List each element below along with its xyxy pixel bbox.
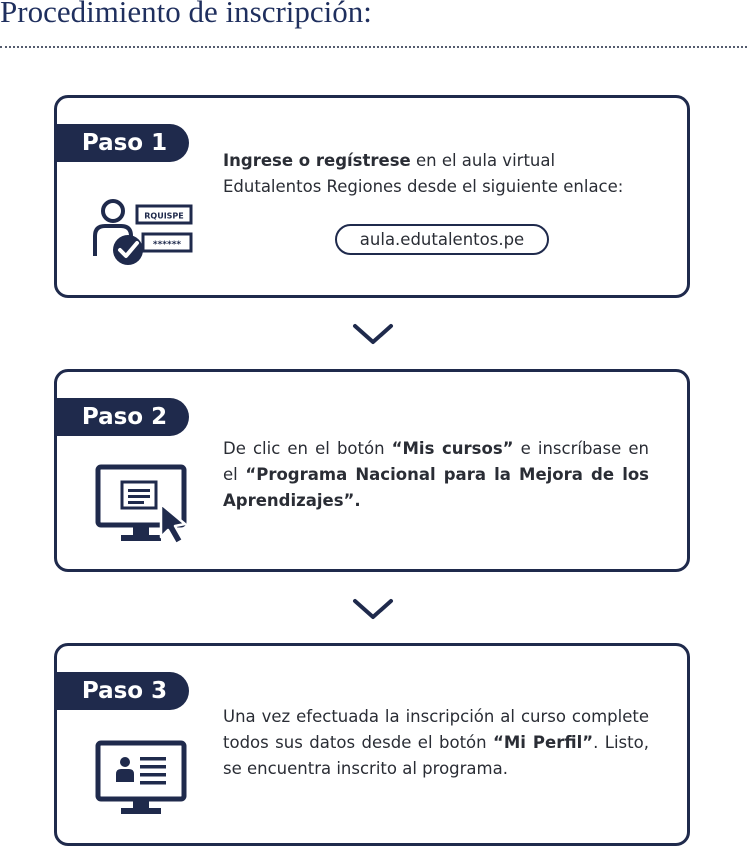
step-1-badge: Paso 1 bbox=[54, 124, 189, 162]
page-title: Procedimiento de inscripción: bbox=[0, 0, 372, 29]
dotted-divider bbox=[0, 46, 747, 48]
user-login-icon bbox=[91, 198, 195, 268]
step-1-card bbox=[54, 95, 690, 298]
step-3-badge: Paso 3 bbox=[54, 672, 189, 710]
password-field-text: ****** bbox=[152, 240, 182, 250]
monitor-profile-icon bbox=[95, 740, 187, 820]
edutalentos-link[interactable]: aula.edutalentos.pe bbox=[335, 224, 549, 255]
step-3-text: Una vez efectuada la inscripción al curso complete todos sus datos desde el botón “Mi Perfil”. Listo, se encuentra inscrito al programa. bbox=[223, 707, 649, 778]
step-2-text: De clic en el botón “Mis cursos” e inscríbase en el “Programa Nacional para la Mejora de los Aprendizajes”. bbox=[223, 439, 650, 510]
step-2-badge: Paso 2 bbox=[54, 398, 189, 436]
username-field-text: RQUISPE bbox=[144, 211, 184, 221]
chevron-down-icon bbox=[352, 597, 394, 621]
step-3-card bbox=[54, 643, 690, 846]
chevron-down-icon bbox=[352, 322, 394, 346]
monitor-click-icon bbox=[95, 464, 193, 552]
step-1-text: Ingrese o regístrese en el aula virtual Edutalentos Regiones desde el siguiente enlace: bbox=[223, 151, 624, 196]
step-2-card bbox=[54, 369, 690, 572]
